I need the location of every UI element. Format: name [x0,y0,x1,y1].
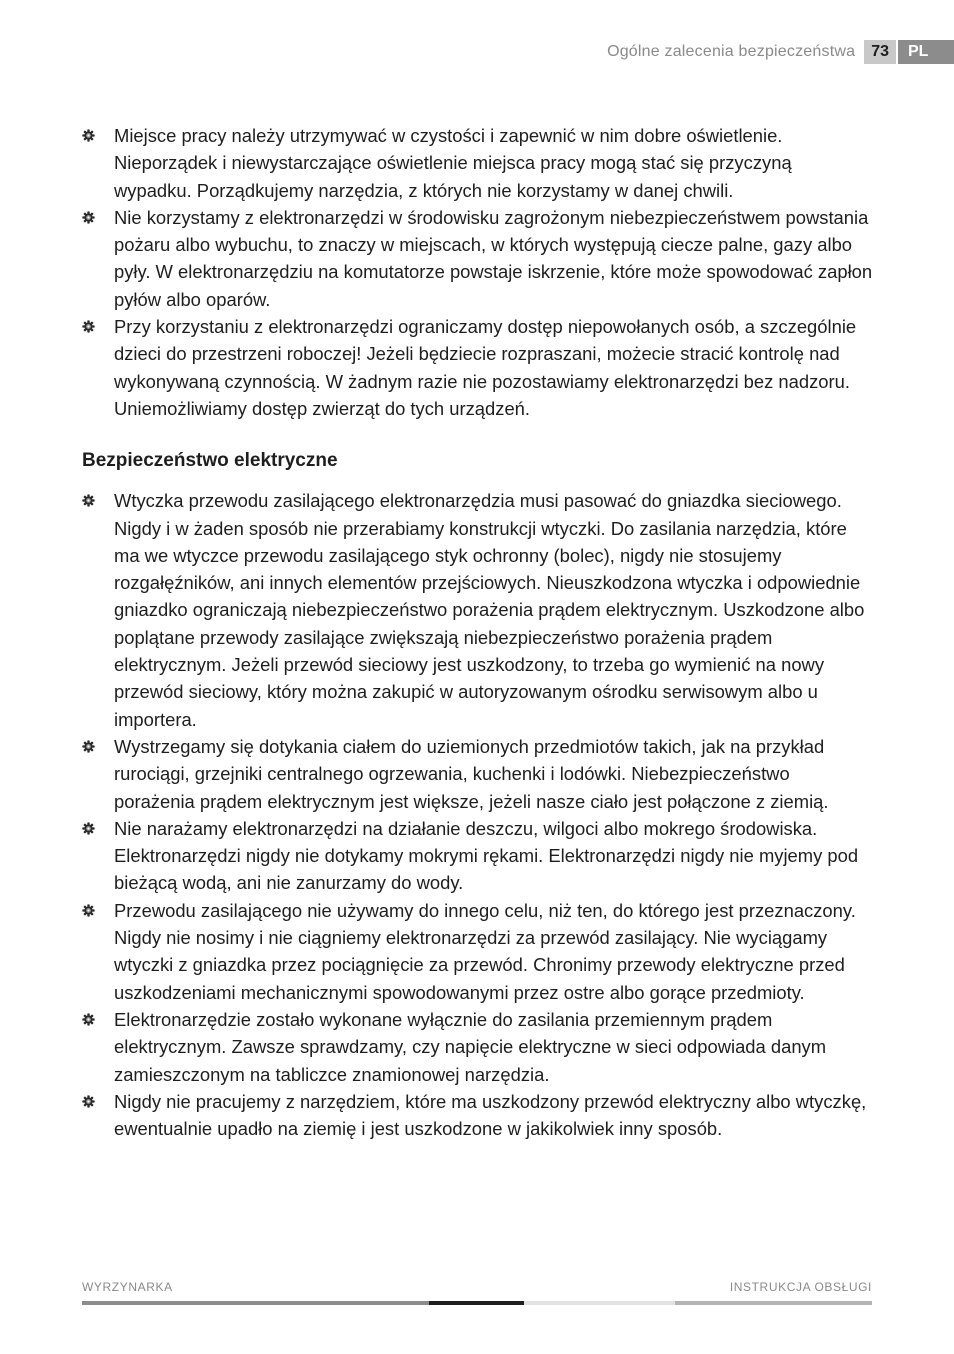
list-item [82,204,874,313]
list-item-text: Wtyczka przewodu zasilającego elektronarzędzia musi pasować do gniazdka sieciowego. Nigdy i w żaden sposób nie przerabiamy konstrukcji wtyczki. Do zasilania narzędzia, które ma we wtyczce przewodu zasilającego styk ochronny (bolec), nigdy nie stosujemy rozgałęźników, ani innych elementów przejściowych. Nieuszkodzona wtyczka i odpowiednie gniazdko ograniczają niebezpieczeństwo porażenia prądem elektrycznym. Uszkodzone albo poplątane przewody zasilające zwiększają niebezpieczeństwo porażenia prądem elektrycznym. Jeżeli przewód sieciowy jest uszkodzony, to trzeba go wymienić na nowy przewód sieciowy, który można zakupić w autoryzowanym ośrodku serwisowym albo u importera. [114,490,865,730]
footer-manual-label: INSTRUKCJA OBSŁUGI [729,1280,872,1294]
footer-bar-segment [82,1301,429,1305]
list-item [82,313,874,422]
page-header [607,40,954,64]
footer-divider-bar [82,1301,872,1305]
gear-bullet-icon [82,320,95,333]
footer-bar-segment [429,1301,524,1305]
list-item-text: Miejsce pracy należy utrzymywać w czystości i zapewnić w nim dobre oświetlenie. Nieporządek i niewystarczające oświetlenie miejsca pracy mogą stać się przyczyną wypadku. Porządkujemy narzędzia, z których nie korzystamy w danej chwili. [114,125,792,201]
list-item-text: Nie narażamy elektronarzędzi na działanie deszczu, wilgoci albo mokrego środowiska. Elektronarzędzi nigdy nie dotykamy mokrymi rękami. Elektronarzędzi nigdy nie myjemy pod bieżącą wodą, ani nie zanurzamy do wody. [114,817,859,894]
gear-bullet-icon [82,1013,95,1026]
main-content [82,122,874,1142]
list-item [82,487,874,733]
header-title: Ogólne zalecenia bezpieczeństwa [607,43,856,60]
list-item-text: Wystrzegamy się dotykania ciałem do uziemionych przedmiotów takich, jak na przykład rurociągi, grzejniki centralnego ogrzewania, kuchenki i lodówki. Niebezpieczeństwo porażenia prądem elektrycznym jest większe, jeżeli nasze ciało jest połączone z ziemią. [114,735,829,812]
list-item [82,733,874,815]
list-item-text: Przewodu zasilającego nie używamy do innego celu, niż ten, do którego jest przeznaczony. Nigdy nie nosimy i nie ciągniemy elektronarzędzi za przewód zasilający. Nie wyciągamy wtyczki z gniazdka przez pociągnięcie za przewód. Chronimy przewody elektryczne przed uszkodzeniami mechanicznymi spowodowanymi przez ostre albo gorące przedmioty. [114,899,856,1003]
footer-bar-segment [524,1301,675,1305]
list-item [82,1006,874,1088]
list-item [82,1088,874,1143]
list-item [82,122,874,204]
general-bullet-list [82,122,874,422]
gear-bullet-icon [82,494,95,507]
section-heading: Bezpieczeństwo elektryczne [82,450,338,472]
list-item [82,897,874,1006]
gear-bullet-icon [82,1095,95,1108]
gear-bullet-icon [82,740,95,753]
list-item-text: Elektronarzędzie zostało wykonane wyłącznie do zasilania przemiennym prądem elektrycznym. Zawsze sprawdzamy, czy napięcie elektryczne w sieci odpowiada danym zamieszczonym na tabliczce znamionowej narzędzia. [114,1008,827,1085]
footer-bar-segment [675,1301,872,1305]
list-item [82,815,874,897]
gear-bullet-icon [82,129,95,142]
list-item-text: Nigdy nie pracujemy z narzędziem, które ma uszkodzony przewód elektryczny albo wtyczkę, ewentualnie upadło na ziemię i jest uszkodzone w jakikolwiek inny sposób. [114,1090,867,1140]
gear-bullet-icon [82,822,95,835]
list-item-text: Przy korzystaniu z elektronarzędzi ograniczamy dostęp niepowołanych osób, a szczególnie dzieci do przestrzeni roboczej! Jeżeli będziecie rozpraszani, możecie stracić kontrolę nad wykonywaną czynnością. W żadnym razie nie pozostawiamy elektronarzędzi bez nadzoru. Uniemożliwiamy dostęp zwierząt do tych urządzeń. [114,316,857,419]
footer-product-name: WYRZYNARKA [82,1280,173,1294]
gear-bullet-icon [82,211,95,224]
list-item-text: Nie korzystamy z elektronarzędzi w środowisku zagrożonym niebezpieczeństwem powstania pożaru albo wybuchu, to znaczy w miejscach, w których występują ciecze palne, gazy albo pyły. W elektronarzędziu na komutatorze powstaje iskrzenie, które może spowodować zapłon pyłów albo oparów. [114,206,873,310]
electrical-bullet-list [82,487,874,1142]
language-badge: PL [898,40,954,64]
gear-bullet-icon [82,904,95,917]
page-number: 73 [864,40,896,64]
